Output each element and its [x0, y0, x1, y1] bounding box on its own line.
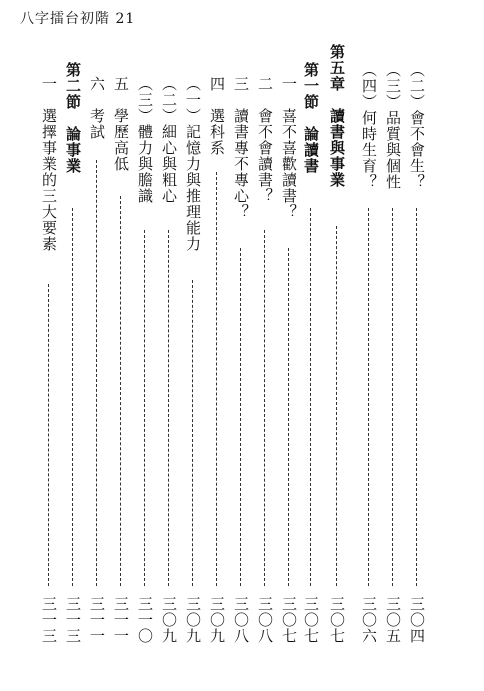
toc-entry-page: 三〇七	[302, 596, 320, 644]
toc-entry-title: 二 會不會讀書？	[256, 76, 274, 204]
dot-leader	[168, 230, 169, 586]
toc-entry-title: （四）何時生育？	[360, 62, 378, 190]
toc-entry-page: 三一一	[112, 596, 130, 644]
dot-leader	[416, 208, 417, 586]
toc-entry-title: 四 選科系	[208, 76, 226, 156]
toc-entry-title: （二）會不會生？	[408, 62, 426, 190]
dot-leader	[144, 230, 145, 586]
toc-entry-title: （二）細心與粗心	[160, 76, 178, 204]
dot-leader	[96, 160, 97, 586]
dot-leader	[392, 208, 393, 586]
dot-leader	[72, 208, 73, 586]
toc-entry-page: 三〇八	[256, 596, 274, 644]
toc-entry-title: 五 學歷高低	[112, 76, 130, 172]
toc-entry-page: 三〇六	[360, 596, 378, 644]
dot-leader	[336, 226, 337, 586]
toc-entry-page: 三〇七	[280, 596, 298, 644]
toc-entry-title: 一 喜不喜歡讀書？	[280, 76, 298, 220]
toc-entry-page: 三〇八	[232, 596, 250, 644]
dot-leader	[48, 284, 49, 586]
toc-entry-title: 第二節 論事業	[64, 62, 82, 174]
toc-entry-page: 三〇九	[160, 596, 178, 644]
toc-entry-page: 三一〇	[136, 596, 154, 644]
toc-entry-title: 第五章 讀書與事業	[328, 44, 346, 188]
dot-leader	[288, 248, 289, 586]
dot-leader	[216, 172, 217, 586]
dot-leader	[120, 196, 121, 586]
dot-leader	[240, 248, 241, 586]
dot-leader	[310, 208, 311, 586]
toc-entry-page: 三一三	[64, 596, 82, 644]
toc-entry-page: 三一一	[88, 596, 106, 644]
dot-leader	[368, 208, 369, 586]
toc-entry-title: （三）體力與膽識	[136, 76, 154, 204]
toc-entry-title: 三 讀書專不專心？	[232, 76, 250, 220]
toc-entry-title: （三）品質與個性	[384, 62, 402, 190]
toc-entry-page: 三一三	[40, 596, 58, 644]
toc-entry-page: 三〇九	[208, 596, 226, 644]
toc-entry-title: 六 考試	[88, 76, 106, 140]
toc-entry-page: 三〇五	[384, 596, 402, 644]
toc-entry-title: 一 選擇事業的三大要素	[40, 76, 58, 252]
toc-entry-page: 三〇九	[184, 596, 202, 644]
page-header: 八字擂台初階 21	[20, 11, 136, 27]
toc-entry-title: 第一節 論讀書	[302, 62, 320, 174]
toc-entry-title: （一）記憶力與推理能力	[184, 76, 202, 252]
dot-leader	[264, 230, 265, 586]
dot-leader	[192, 280, 193, 586]
toc-entry-page: 三〇四	[408, 596, 426, 644]
toc-entry-page: 三〇七	[328, 596, 346, 644]
